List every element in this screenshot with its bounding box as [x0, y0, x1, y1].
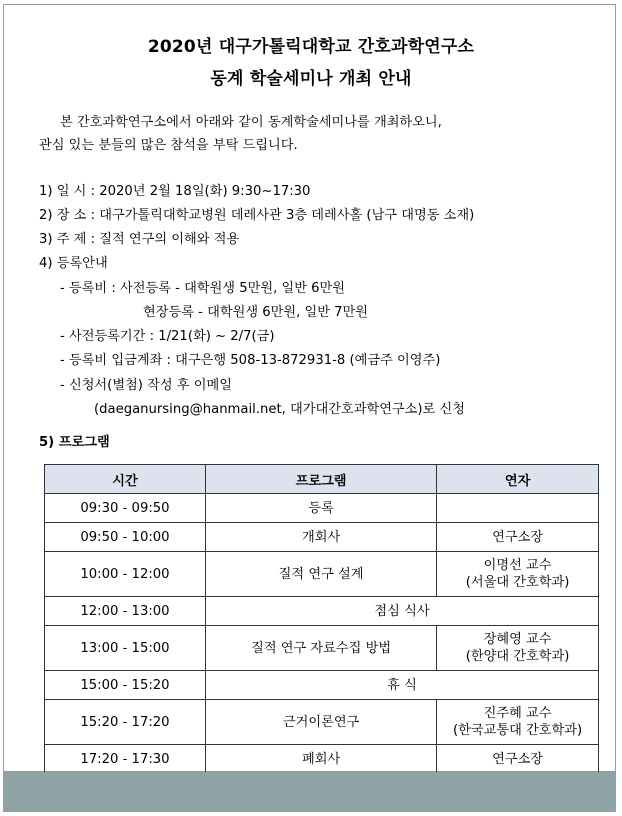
row-program: 등록 — [205, 494, 436, 523]
table-row — [45, 597, 599, 626]
row-speaker-affiliation: (서울대 간호학과) — [465, 575, 570, 590]
intro-line-1: 본 간호과학연구소에서 아래와 같이 동계학술세미나를 개최하오니, — [60, 115, 442, 130]
row-time: 15:00 - 15:20 — [45, 671, 206, 700]
item-place: 2) 장 소 : 대구가톨릭대학교병원 데레사관 3층 데레사홀 (남구 대명동 소재) — [39, 208, 475, 223]
item-fee-onsite: 현장등록 - 대학원생 6만원, 일반 7만원 — [143, 305, 369, 320]
program-table — [44, 464, 599, 774]
intro-line-2: 관심 있는 분들의 많은 참석을 부탁 드립니다. — [39, 138, 298, 153]
row-time: 12:00 - 13:00 — [45, 597, 206, 626]
row-speaker-affiliation: (한국교통대 간호학과) — [453, 723, 583, 738]
item-registration-header: 4) 등록안내 — [39, 256, 108, 271]
row-speaker-cell — [437, 626, 599, 671]
row-speaker: 장혜영 교수 — [483, 632, 552, 647]
row-speaker: 연구소장 — [437, 745, 599, 774]
title-line-2: 동계 학술세미나 개최 안내 — [210, 69, 412, 89]
row-program: 질적 연구 설계 — [205, 552, 436, 597]
row-time: 09:50 - 10:00 — [45, 523, 206, 552]
row-program: 폐회사 — [205, 745, 436, 774]
table-row — [45, 552, 599, 597]
header-speaker: 연자 — [437, 465, 599, 494]
item-date: 1) 일 시 : 2020년 2월 18일(화) 9:30~17:30 — [39, 184, 311, 199]
item-email-line: (daeganursing@hanmail.net, 대가대간호과학연구소)로 신청 — [94, 402, 465, 417]
row-speaker — [437, 494, 599, 523]
row-time: 17:20 - 17:30 — [45, 745, 206, 774]
title-line-1: 2020년 대구가톨릭대학교 간호과학연구소 — [147, 37, 475, 57]
table-header-row — [45, 465, 599, 494]
footer-bar — [3, 772, 616, 812]
row-time: 10:00 - 12:00 — [45, 552, 206, 597]
row-program: 점심 식사 — [205, 597, 598, 626]
table-row — [45, 700, 599, 745]
item-account: - 등록비 입금계좌 : 대구은행 508-13-872931-8 (예금주 이영주) — [60, 353, 441, 368]
row-program: 개회사 — [205, 523, 436, 552]
table-row — [45, 745, 599, 774]
row-speaker-cell — [437, 700, 599, 745]
item-period: - 사전등록기간 : 1/21(화) ~ 2/7(금) — [60, 329, 275, 344]
header-time: 시간 — [45, 465, 206, 494]
program-header: 5) 프로그램 — [39, 435, 110, 450]
row-speaker: 연구소장 — [437, 523, 599, 552]
table-row — [45, 671, 599, 700]
row-time: 09:30 - 09:50 — [45, 494, 206, 523]
row-speaker-affiliation: (한양대 간호학과) — [465, 649, 570, 664]
header-program: 프로그램 — [205, 465, 436, 494]
item-fee-pre: - 등록비 : 사전등록 - 대학원생 5만원, 일반 6만원 — [60, 281, 346, 296]
row-speaker: 진주혜 교수 — [483, 706, 552, 721]
row-speaker-cell — [437, 552, 599, 597]
row-time: 15:20 - 17:20 — [45, 700, 206, 745]
table-row — [45, 494, 599, 523]
table-row — [45, 626, 599, 671]
row-speaker: 이명선 교수 — [483, 558, 552, 573]
row-program: 휴 식 — [205, 671, 598, 700]
item-topic: 3) 주 제 : 질적 연구의 이해와 적용 — [39, 232, 240, 247]
row-time: 13:00 - 15:00 — [45, 626, 206, 671]
row-program: 근거이론연구 — [205, 700, 436, 745]
row-program: 질적 연구 자료수집 방법 — [205, 626, 436, 671]
item-apply: - 신청서(별첨) 작성 후 이메일 — [60, 378, 232, 393]
table-row — [45, 523, 599, 552]
